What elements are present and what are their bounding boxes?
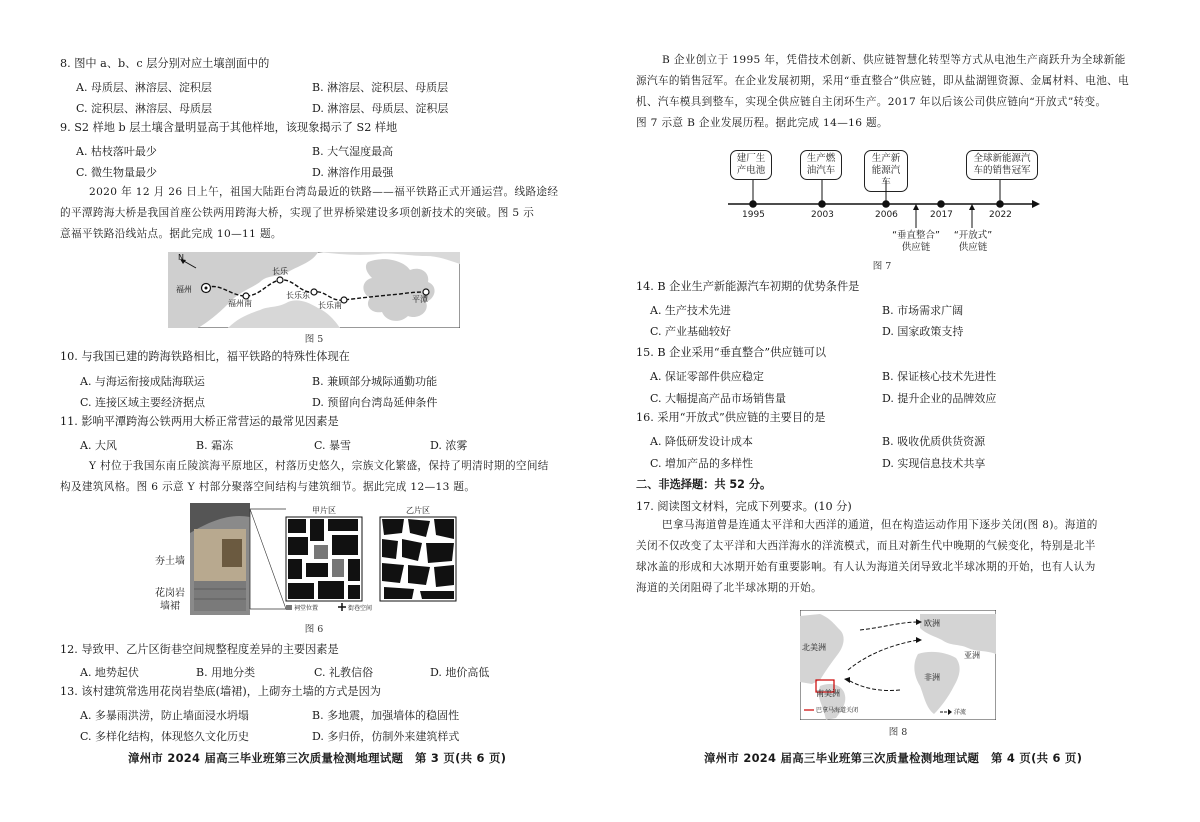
page-4 (600, 0, 1200, 822)
fig5-north-label: N (178, 253, 184, 262)
fig5-label-changle: 长乐 (272, 267, 288, 276)
q8-option-c[interactable]: C. 淀积层、淋溶层、母质层 (76, 102, 213, 115)
material-14-16 (636, 50, 1129, 134)
q9-option-b[interactable]: B. 大气湿度最高 (312, 145, 394, 158)
figure-8-caption: 图 8 (888, 727, 908, 738)
question-12-stem: 12. 导致甲、乙片区街巷空间规整程度差异的主要因素是 (60, 643, 339, 656)
q16-option-d[interactable]: D. 实现信息技术共享 (882, 457, 986, 470)
q11-option-d[interactable]: D. 浓雾 (430, 439, 468, 452)
q12-option-b[interactable]: B. 用地分类 (196, 666, 256, 679)
q13-option-d[interactable]: D. 多归侨，仿制外来建筑样式 (312, 730, 460, 743)
fig7-year-1995: 1995 (742, 210, 765, 220)
q14-option-d[interactable]: D. 国家政策支持 (882, 325, 964, 338)
q11-option-a[interactable]: A. 大风 (80, 439, 117, 452)
q14-option-c[interactable]: C. 产业基础较好 (650, 325, 732, 338)
question-14-stem: 14. B 企业生产新能源汽车初期的优势条件是 (636, 280, 860, 293)
material-14-16-line-3: 机、汽车模具到整车，实现全供应链自主闭环生产。2017 年以后该公司供应链向“开放式”转变。 (636, 96, 1107, 108)
fig8-label-asia: 亚洲 (964, 651, 980, 660)
q12-option-c[interactable]: C. 礼教信俗 (314, 666, 374, 679)
q8-option-a[interactable]: A. 母质层、淋溶层、淀积层 (76, 81, 212, 94)
fig7-year-2003: 2003 (811, 210, 834, 220)
q13-option-b[interactable]: B. 多地震，加强墙体的稳固性 (312, 709, 460, 722)
fig6-label-wall: 夯土墙 (155, 556, 185, 567)
q14-option-a[interactable]: A. 生产技术先进 (650, 304, 731, 317)
figure-6 (190, 503, 458, 615)
question-15-stem: 15. B 企业采用“垂直整合”供应链可以 (636, 346, 827, 359)
fig7-chain-vertical-line-2: 供应链 (901, 242, 931, 253)
fig8-label-africa: 非洲 (924, 673, 940, 682)
q10-option-d[interactable]: D. 预留向台湾岛延伸条件 (312, 396, 438, 409)
fig7-chain-vertical-line-1: “垂直整合” (892, 230, 940, 241)
fig7-chain-vertical (886, 230, 946, 254)
q13-option-c[interactable]: C. 多样化结构，体现悠久文化历史 (80, 730, 250, 743)
fig8-label-europe: 欧洲 (924, 619, 940, 628)
fig7-year-2006: 2006 (875, 210, 898, 220)
fig5-label-fuzhounan: 福州南 (228, 299, 252, 308)
section-2-heading: 二、非选择题：共 52 分。 (636, 478, 772, 491)
q11-option-b[interactable]: B. 霜冻 (196, 439, 234, 452)
q12-option-a[interactable]: A. 地势起伏 (80, 666, 139, 679)
fig6-label-base-1: 花岗岩 (155, 588, 185, 599)
figure-5-caption: 图 5 (304, 334, 324, 345)
figure-7-timeline (728, 146, 1048, 258)
q16-option-b[interactable]: B. 吸收优质供货资源 (882, 435, 986, 448)
fig7-chain-open-line-1: “开放式” (953, 230, 993, 241)
fig6-zone-a: 甲片区 (312, 506, 336, 515)
q8-option-d[interactable]: D. 淋溶层、母质层、淀积层 (312, 102, 449, 115)
material-10-11-line-1: 2020 年 12 月 26 日上午，祖国大陆距台湾岛最近的铁路——福平铁路正式开通运营。线路途经 (89, 186, 559, 198)
material-14-16-line-1: B 企业创立于 1995 年，凭借技术创新、供应链智慧化转型等方式从电池生产商跃升为全球新能 (662, 54, 1126, 66)
q8-option-b[interactable]: B. 淋溶层、淀积层、母质层 (312, 81, 449, 94)
page-3-footer: 漳州市 2024 届高三毕业班第三次质量检测地理试题 第 3 页(共 6 页) (128, 751, 507, 765)
q10-option-a[interactable]: A. 与海运衔接成陆海联运 (80, 375, 205, 388)
q17-material-line-4: 海道的关闭阻碍了北半球冰期的开始。 (636, 582, 823, 594)
q9-option-c[interactable]: C. 微生物量最少 (76, 166, 158, 179)
q15-option-d[interactable]: D. 提升企业的品牌效应 (882, 392, 997, 405)
question-8-stem: 8. 图中 a、b、c 层分别对应土壤剖面中的 (60, 57, 270, 70)
page-4-footer: 漳州市 2024 届高三毕业班第三次质量检测地理试题 第 4 页(共 6 页) (704, 751, 1083, 765)
q13-option-a[interactable]: A. 多暴雨洪涝，防止墙面浸水坍塌 (80, 709, 249, 722)
q10-option-c[interactable]: C. 连接区域主要经济据点 (80, 396, 206, 409)
q9-option-a[interactable]: A. 枯枝落叶最少 (76, 145, 157, 158)
fig7-event-2006: 生产新能源汽车 (864, 150, 908, 192)
material-10-11 (60, 182, 558, 245)
fig8-label-south-america: 南美洲 (816, 689, 840, 698)
material-10-11-line-3: 意福平铁路沿线站点。据此完成 10—11 题。 (60, 228, 282, 240)
figure-5-map (168, 252, 460, 328)
fig5-label-changlenan: 长乐南 (318, 301, 342, 310)
question-9-stem: 9. S2 样地 b 层土壤含量明显高于其他样地，该现象揭示了 S2 样地 (60, 121, 398, 134)
fig7-year-2017: 2017 (930, 210, 953, 220)
fig7-chain-open (948, 230, 998, 254)
fig6-legend-shrine: 祠堂位置 (294, 605, 319, 612)
fig7-event-2003: 生产燃油汽车 (800, 150, 842, 180)
fig8-legend-current: 洋流 (954, 709, 967, 716)
q17-material-line-1: 巴拿马海道曾是连通太平洋和大西洋的通道，但在构造运动作用下逐步关闭(图 8)。海道的 (662, 519, 1098, 531)
fig7-year-2022: 2022 (989, 210, 1012, 220)
material-12-13 (60, 456, 549, 498)
fig7-chain-open-line-2: 供应链 (958, 242, 988, 253)
figure-7-caption: 图 7 (872, 261, 892, 272)
material-12-13-line-1: Y 村位于我国东南丘陵滨海平原地区，村落历史悠久，宗族文化繁盛，保持了明清时期的空间结 (89, 460, 549, 472)
q16-option-c[interactable]: C. 增加产品的多样性 (650, 457, 754, 470)
fig7-event-2022: 全球新能源汽车的销售冠军 (966, 150, 1038, 180)
q12-option-d[interactable]: D. 地价高低 (430, 666, 490, 679)
question-10-stem: 10. 与我国已建的跨海铁路相比，福平铁路的特殊性体现在 (60, 350, 350, 363)
q15-option-c[interactable]: C. 大幅提高产品市场销售量 (650, 392, 787, 405)
fig5-label-fuzhou: 福州 (176, 285, 192, 294)
material-14-16-line-4: 图 7 示意 B 企业发展历程。据此完成 14—16 题。 (636, 117, 888, 129)
q15-option-b[interactable]: B. 保证核心技术先进性 (882, 370, 997, 383)
q17-material-line-2: 关闭不仅改变了太平洋和大西洋海水的洋流模式，而且对新生代中晚期的气候变化，特别是北半 (636, 540, 1096, 552)
question-13-stem: 13. 该村建筑常选用花岗岩垫底(墙裙)，上砌夯土墙的方式是因为 (60, 685, 381, 698)
q14-option-b[interactable]: B. 市场需求广阔 (882, 304, 964, 317)
question-17-stem: 17. 阅读图文材料，完成下列要求。(10 分) (636, 500, 852, 513)
fig6-zone-b: 乙片区 (406, 506, 430, 515)
fig6-label-base-2: 墙裙 (160, 601, 180, 612)
fig7-event-1995: 建厂生产电池 (730, 150, 772, 180)
question-16-stem: 16. 采用“开放式”供应链的主要目的是 (636, 411, 826, 424)
q17-material (636, 515, 1098, 599)
q17-material-line-3: 球冰盖的形成和大冰期开始有重要影响。有人认为海道关闭导致北半球冰期的开始，也有人认为 (636, 561, 1096, 573)
q11-option-c[interactable]: C. 暴雪 (314, 439, 352, 452)
figure-6-caption: 图 6 (304, 624, 324, 635)
figure-8-map (800, 610, 996, 720)
question-11-stem: 11. 影响平潭跨海公铁两用大桥正常营运的最常见因素是 (60, 415, 339, 428)
q15-option-a[interactable]: A. 保证零部件供应稳定 (650, 370, 764, 383)
q9-option-d[interactable]: D. 淋溶作用最强 (312, 166, 394, 179)
fig5-label-pingtan: 平潭 (412, 295, 428, 304)
q16-option-a[interactable]: A. 降低研发设计成本 (650, 435, 753, 448)
fig5-label-changledong: 长乐东 (286, 291, 310, 300)
material-10-11-line-2: 的平潭跨海大桥是我国首座公铁两用跨海大桥，实现了世界桥梁建设多项创新技术的突破。图 5 示 (60, 207, 535, 219)
fig6-legend-street: 街巷空间 (348, 605, 373, 612)
material-12-13-line-2: 构及建筑风格。图 6 示意 Y 村部分聚落空间结构与建筑细节。据此完成 12—13 题。 (60, 481, 476, 493)
fig8-label-north-america: 北美洲 (802, 643, 826, 652)
material-14-16-line-2: 源汽车的销售冠军。在企业发展初期，采用“垂直整合”供应链，即从盐湖锂资源、金属材料、电池、电 (636, 75, 1130, 87)
q10-option-b[interactable]: B. 兼顾部分城际通勤功能 (312, 375, 438, 388)
fig8-legend-panama: 巴拿马海道关闭 (816, 707, 859, 714)
